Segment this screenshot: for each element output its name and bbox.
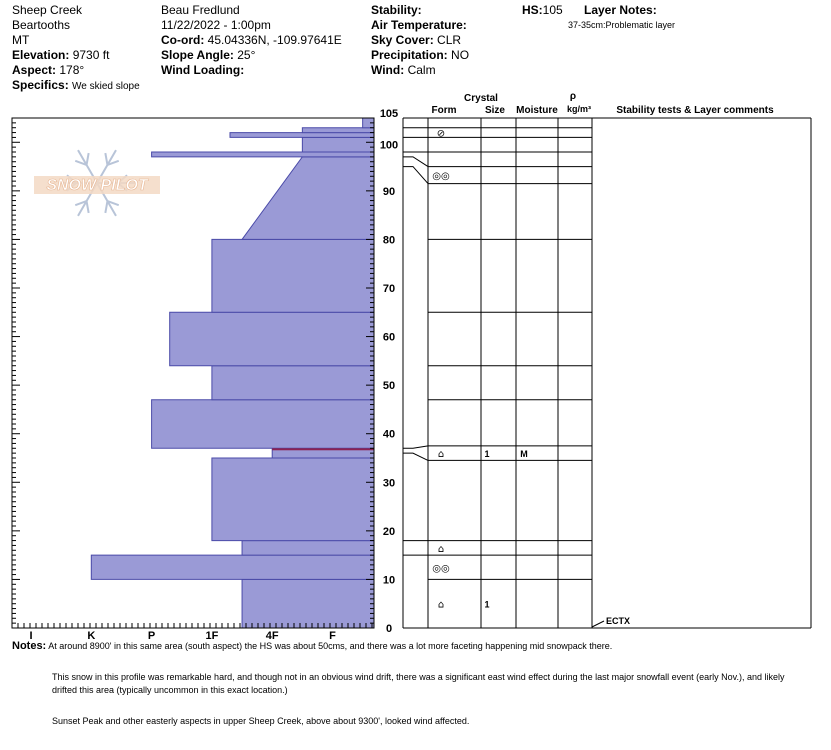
slope-label: Slope Angle:	[161, 48, 234, 62]
layer-moisture: M	[520, 449, 528, 460]
sky-cover	[371, 33, 469, 48]
notes-line-2: This snow in this profile was remarkable hard, and though not in an obvious wind drift, there was a significant east wind effect during the last major snowfall event (early Nov.), and likely drifted this area (typically uncommon in this exact location.)	[52, 672, 785, 695]
air-temperature	[371, 18, 469, 33]
stability-test-pointer	[592, 621, 604, 627]
hardness-layer	[152, 152, 374, 157]
specifics-label: Specifics:	[12, 78, 69, 92]
x-tick-label: 4F	[265, 630, 279, 642]
snowflake-branch	[105, 153, 107, 165]
y-tick-label: 50	[382, 380, 396, 393]
depth-connector	[403, 167, 428, 184]
hardness-layer	[212, 239, 374, 312]
elevation-value: 9730 ft	[72, 48, 110, 62]
hardness-layer	[242, 541, 374, 556]
hardness-layer	[212, 366, 374, 400]
y-tick-label: 90	[382, 185, 396, 198]
sky-label: Sky Cover:	[371, 33, 434, 47]
elevation	[12, 48, 140, 63]
header-comments: Stability tests & Layer comments	[616, 105, 774, 116]
datetime: 11/22/2022 - 1:00pm	[161, 18, 271, 32]
y-tick-label: 20	[382, 525, 396, 538]
header-form: Form	[431, 105, 457, 116]
layer-note	[568, 18, 675, 33]
aspect-value: 178°	[59, 63, 85, 77]
hardness-layer	[152, 400, 374, 449]
snow-pilot-logo	[34, 150, 160, 216]
layer-notes-label: Layer Notes:	[584, 3, 657, 17]
location: Sheep Creek	[12, 3, 83, 17]
range: Beartooths	[12, 18, 71, 32]
header-col-3	[371, 3, 469, 78]
coordinates	[161, 33, 342, 48]
wind-label: Wind:	[371, 63, 405, 77]
hardness-profile	[91, 118, 374, 628]
specifics-value: We skied slope	[72, 81, 140, 92]
notes-line-3: Sunset Peak and other easterly aspects in upper Sheep Creek, above about 9300', looked wind affected.	[52, 716, 470, 726]
header-density-unit: kg/m³	[566, 104, 592, 114]
stability	[371, 3, 469, 18]
wind-value: Calm	[407, 63, 436, 77]
notes-label: Notes:	[12, 640, 47, 652]
notes-line-1: At around 8900' in this same area (south aspect) the HS was about 50cms, and there was a lot more faceting happening mid snowpack there.	[48, 641, 613, 651]
header-col-1	[12, 3, 140, 94]
air-temp-label: Air Temperature:	[371, 18, 467, 32]
hardness-layer	[242, 157, 374, 240]
layer-form: ⌂	[437, 449, 445, 461]
aspect-label: Aspect:	[12, 63, 57, 77]
stability-test-label: ECTX	[606, 616, 631, 626]
depth-connector	[403, 157, 428, 167]
precipitation	[371, 48, 469, 63]
hardness-layer	[302, 128, 374, 133]
coord-value: 45.04336N, -109.97641E	[207, 33, 342, 47]
hardness-layer	[91, 555, 374, 579]
y-tick-label: 70	[382, 283, 396, 295]
header-crystal: Crystal	[464, 93, 498, 104]
x-tick-label: I	[29, 630, 33, 642]
hs-value: 105	[542, 3, 563, 17]
layer-size: 1	[484, 599, 490, 610]
layer-form: ◎◎	[432, 171, 450, 183]
hardness-layer	[242, 579, 374, 628]
y-tick-label: 80	[382, 234, 396, 247]
snow-profile-chart	[0, 88, 831, 643]
aspect	[12, 63, 140, 78]
x-tick-label: K	[87, 630, 96, 642]
coord-label: Co-ord:	[161, 33, 205, 47]
layer-form: ⌂	[437, 599, 445, 611]
precip-label: Precipitation:	[371, 48, 448, 62]
elevation-label: Elevation:	[12, 48, 70, 62]
state: MT	[12, 33, 30, 47]
header-rho: ρ	[569, 91, 577, 102]
layer-size: 1	[484, 449, 490, 460]
y-tick-label: 60	[382, 331, 396, 344]
problem-layer-marker	[272, 448, 374, 450]
layer-form: ◎◎	[432, 563, 450, 575]
slope-value: 25°	[237, 48, 256, 62]
logo-text: SNOW PILOT	[46, 177, 148, 194]
layer-form: ⌂	[437, 543, 445, 555]
snowflake-branch	[87, 201, 89, 213]
header-hs	[522, 3, 563, 18]
layer-note-text: 37-35cm:Problematic layer	[568, 20, 676, 30]
y-tick-label: 30	[382, 477, 396, 490]
notes-section	[12, 640, 812, 728]
observer: Beau Fredlund	[161, 3, 240, 17]
layer-form: ⊘	[436, 128, 446, 140]
sky-value: CLR	[437, 33, 462, 47]
y-tick-label: 0	[385, 623, 393, 635]
wind-loading-label: Wind Loading:	[161, 63, 245, 77]
header-layer-notes	[584, 3, 657, 18]
hardness-layer	[170, 312, 374, 365]
wind-loading	[161, 63, 342, 78]
notes-first-line	[12, 640, 812, 653]
depth-connector	[403, 446, 428, 448]
snowflake-branch	[105, 201, 107, 213]
stability-label: Stability:	[371, 3, 422, 17]
header-col-2	[161, 3, 342, 78]
x-tick-label: P	[147, 630, 156, 642]
layer-table	[403, 91, 811, 628]
y-tick-label: 10	[382, 574, 396, 587]
depth-connector	[403, 453, 428, 460]
y-tick-label: 40	[382, 428, 396, 441]
snowflake-branch	[87, 153, 89, 165]
header-moisture: Moisture	[516, 105, 558, 116]
y-tick-label: 105	[379, 108, 399, 120]
x-tick-label: 1F	[205, 630, 219, 642]
x-tick-label: F	[329, 630, 336, 642]
slope-angle	[161, 48, 342, 63]
y-tick-label: 100	[379, 139, 399, 152]
wind	[371, 63, 469, 78]
hs-label: HS:	[522, 3, 543, 17]
precip-value: NO	[451, 48, 470, 62]
header-size: Size	[484, 105, 506, 116]
hardness-layer	[230, 133, 374, 138]
hardness-layer	[302, 137, 374, 152]
hardness-layer	[212, 458, 374, 541]
